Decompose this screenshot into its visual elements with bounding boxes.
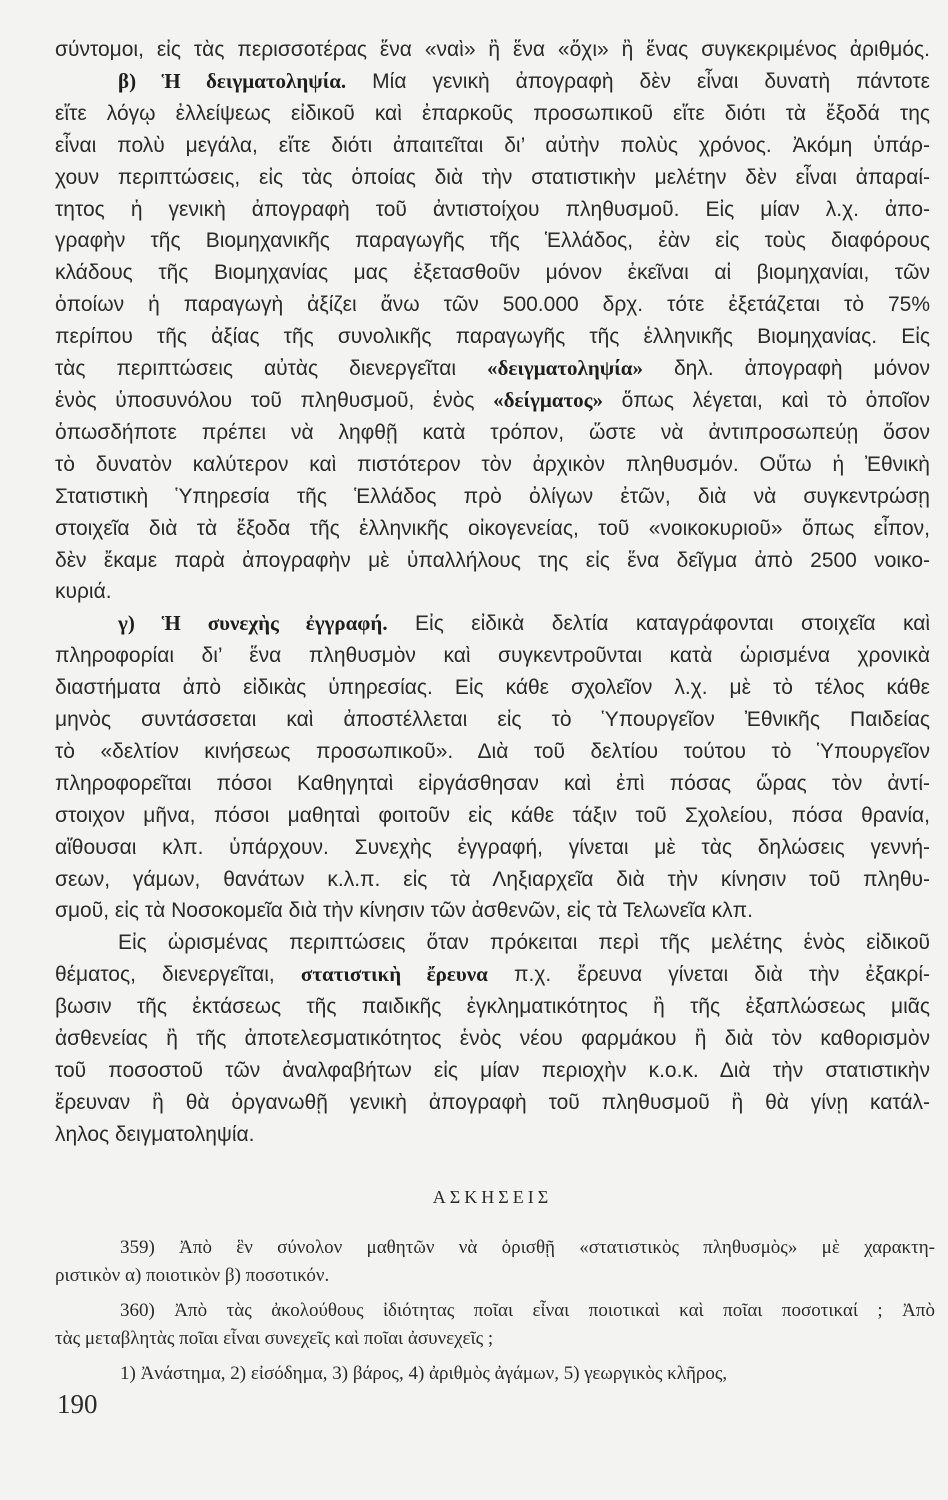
line-content bbox=[118, 70, 930, 93]
text-run: χουν περιπτώσεις, εἰς τὰς ὁποίας διὰ τὴν στατιστικὴν μελέτην δὲν εἶναι ἀπαραί- bbox=[55, 165, 930, 189]
text-line bbox=[55, 1234, 935, 1262]
text-line bbox=[55, 736, 930, 768]
text-run: τητος ἡ γενικὴ ἀπογραφὴ τοῦ ἀντιστοίχου πληθυσμοῦ. Εἰς μίαν λ.χ. ἀπο- bbox=[55, 197, 930, 221]
line-content bbox=[118, 612, 930, 635]
line-content bbox=[55, 134, 930, 157]
text-run: ριστικὸν α) ποιοτικὸν β) ποσοτικόν. bbox=[55, 1265, 330, 1286]
text-line bbox=[55, 1325, 935, 1353]
text-line bbox=[55, 289, 930, 321]
line-content bbox=[120, 1237, 935, 1258]
text-run: περίπου τῆς ἀξίας τῆς συνολικῆς παραγωγῆς τῆς ἑλληνικῆς Βιομηχανίας. Εἰς bbox=[55, 325, 930, 349]
line-content bbox=[55, 198, 930, 221]
line-content bbox=[55, 1027, 930, 1050]
text-line bbox=[55, 1262, 935, 1290]
text-line bbox=[55, 1023, 930, 1055]
text-line bbox=[55, 1360, 935, 1388]
paragraph bbox=[55, 608, 930, 927]
text-line bbox=[55, 927, 930, 959]
text-run: π.χ. ἔρευνα γίνεται διὰ τὴν ἐξακρί- bbox=[487, 963, 930, 987]
text-run: Μία γενικὴ ἀπογραφὴ δὲν εἶναι δυνατὴ πάντοτε bbox=[346, 69, 930, 93]
text-line bbox=[55, 704, 930, 736]
paragraph bbox=[55, 927, 930, 1150]
line-content bbox=[55, 261, 930, 284]
line-content bbox=[120, 1363, 727, 1384]
line-content bbox=[55, 963, 930, 986]
text-line bbox=[55, 385, 930, 417]
text-line bbox=[55, 895, 930, 927]
line-content bbox=[55, 772, 930, 795]
text-run: αἴθουσαι κλπ. ὑπάρχουν. Συνεχὴς ἐγγραφή, γίνεται μὲ τὰς δηλώσεις γεννή- bbox=[55, 835, 930, 859]
line-content bbox=[55, 293, 930, 316]
exercise-item bbox=[55, 1297, 935, 1353]
text-run: διαστήματα ἀπὸ εἰδικὰς ὑπηρεσίας. Εἰς κάθε σχολεῖον λ.χ. μὲ τὸ τέλος κάθε bbox=[55, 676, 930, 700]
text-run: σμοῦ, εἰς τὰ Νοσοκομεῖα διὰ τὴν κίνησιν τῶν ἀσθενῶν, εἰς τὰ Τελωνεῖα κλπ. bbox=[55, 899, 753, 923]
text-run: ὁπωσδήποτε πρέπει νὰ ληφθῇ κατὰ τρόπον, ὥστε νὰ ἀντιπροσωπεύῃ ὅσον bbox=[55, 420, 930, 444]
text-line bbox=[55, 1297, 935, 1325]
line-content bbox=[55, 580, 112, 603]
line-content bbox=[55, 1123, 255, 1146]
text-run: πληροφορίαι δι’ ἕνα πληθυσμὸν καὶ συγκεντροῦνται κατὰ ὡρισμένα χρονικὰ bbox=[55, 644, 930, 668]
page-number: 190 bbox=[57, 1389, 98, 1419]
text-run: εἶναι πολὺ μεγάλα, εἴτε διότι ἀπαιτεῖται δι’ αὐτὴν πολὺς χρόνος. Ἀκόμη ὑπάρ- bbox=[55, 133, 930, 157]
line-content bbox=[55, 1328, 493, 1349]
text-line bbox=[55, 608, 930, 640]
text-run: δὲν ἔκαμε παρὰ ἀπογραφὴν μὲ ὑπαλλήλους της εἰς ἕνα δεῖγμα ἀπὸ 2500 νοικο- bbox=[55, 548, 930, 572]
text-run: κλάδους τῆς Βιομηχανίας μας ἐξετασθοῦν μόνον ἐκεῖναι αἱ βιομηχανίαι, τῶν bbox=[55, 261, 930, 285]
text-run: πληροφορεῖται πόσοι Καθηγηταὶ εἰργάσθησαν καὶ ἐπὶ πόσας ὥρας τὸν ἀντί- bbox=[55, 771, 930, 795]
line-content bbox=[55, 517, 930, 540]
text-line bbox=[55, 162, 930, 194]
paragraph bbox=[55, 66, 930, 608]
text-run: γραφὴν τῆς Βιομηχανικῆς παραγωγῆς τῆς Ἑλλάδος, ἐὰν εἰς τοὺς διαφόρους bbox=[55, 229, 930, 253]
line-content bbox=[55, 644, 930, 667]
text-run: ἑνὸς ὑποσυνόλου τοῦ πληθυσμοῦ, ἑνὸς bbox=[55, 388, 494, 412]
text-line bbox=[55, 545, 930, 577]
bold-text-run: «δειγματοληψία» bbox=[487, 356, 643, 381]
text-line bbox=[55, 513, 930, 545]
text-run: στοιχον μῆνα, πόσοι μαθηταὶ φοιτοῦν εἰς κάθε τάξιν τοῦ Σχολείου, πόσα θρανία, bbox=[55, 803, 930, 827]
text-run: θέματος, διενεργεῖται, bbox=[55, 963, 301, 987]
text-line bbox=[55, 257, 930, 289]
text-run: τὸ δυνατὸν καλύτερον καὶ πιστότερον τὸν ἀρχικὸν πληθυσμόν. Οὕτω ἡ Ἐθνικὴ bbox=[55, 452, 930, 476]
text-run: ὁποίων ἡ παραγωγὴ ἀξίζει ἄνω τῶν 500.000 δρχ. τότε ἐξετάζεται τὸ 75% bbox=[55, 293, 930, 317]
line-content bbox=[55, 421, 930, 444]
text-run: Εἰς εἰδικὰ δελτία καταγράφονται στοιχεῖα καὶ bbox=[387, 612, 931, 636]
text-line bbox=[55, 34, 930, 66]
line-content bbox=[55, 549, 930, 572]
exercise-item bbox=[55, 1360, 935, 1388]
text-line bbox=[55, 832, 930, 864]
text-run: σύντομοι, εἰς τὰς περισσοτέρας ἕνα «ναὶ» ἢ ἕνα «ὄχι» ἢ ἕνας συγκεκριμένος ἀριθμός. bbox=[55, 38, 930, 61]
text-line bbox=[55, 800, 930, 832]
text-run: μηνὸς συντάσσεται καὶ ἀποστέλλεται εἰς τὸ Ὑπουργεῖον Ἐθνικῆς Παιδείας bbox=[55, 708, 930, 732]
line-content bbox=[55, 676, 930, 699]
text-line bbox=[55, 768, 930, 800]
text-line bbox=[55, 640, 930, 672]
line-content bbox=[55, 453, 930, 476]
text-run: ὅπως λέγεται, καὶ τὸ ὁποῖον bbox=[603, 388, 930, 412]
text-run: τὸ «δελτίον κινήσεως προσωπικοῦ». Διὰ τοῦ δελτίου τούτου τὸ Ὑπουργεῖον bbox=[55, 739, 930, 763]
line-content bbox=[55, 102, 930, 125]
text-line bbox=[55, 864, 930, 896]
text-line bbox=[55, 672, 930, 704]
text-line bbox=[55, 576, 930, 608]
line-content bbox=[55, 868, 930, 891]
text-line bbox=[55, 321, 930, 353]
bold-text-run: β) Ἡ δειγματοληψία. bbox=[118, 68, 347, 93]
text-line bbox=[55, 98, 930, 130]
exercise-item bbox=[55, 1234, 935, 1290]
text-run: ληλος δειγματοληψία. bbox=[55, 1122, 255, 1146]
text-run: κυριά. bbox=[55, 580, 112, 604]
line-content bbox=[55, 899, 753, 922]
text-run: τὰς μεταβλητὰς ποῖαι εἶναι συνεχεῖς καὶ ποῖαι ἀσυνεχεῖς ; bbox=[55, 1328, 494, 1349]
text-line bbox=[55, 194, 930, 226]
line-content bbox=[55, 1059, 930, 1082]
text-line bbox=[55, 66, 930, 98]
text-line bbox=[55, 1119, 930, 1151]
section-heading-exercises: ΑΣΚΗΣΕΙΣ bbox=[432, 1187, 553, 1207]
text-line bbox=[55, 481, 930, 513]
text-run: Στατιστικὴ Ὑπηρεσία τῆς Ἑλλάδος πρὸ ὀλίγων ἐτῶν, διὰ νὰ συγκεντρώσῃ bbox=[55, 484, 930, 508]
bold-text-run: στατιστικὴ ἔρευνα bbox=[300, 962, 488, 987]
line-content bbox=[55, 38, 930, 61]
line-content bbox=[55, 804, 930, 827]
line-content bbox=[55, 740, 930, 763]
text-run: τοῦ ποσοστοῦ τῶν ἀναλφαβήτων εἰς μίαν περιοχὴν κ.ο.κ. Διὰ τὴν στατιστικὴν bbox=[55, 1059, 930, 1082]
line-content bbox=[55, 1265, 329, 1286]
line-content bbox=[55, 229, 930, 252]
text-run: στοιχεῖα διὰ τὰ ἔξοδα τῆς ἑλληνικῆς οἰκογενείας, τοῦ «νοικοκυριοῦ» ὅπως εἶπον, bbox=[55, 516, 930, 540]
line-content bbox=[55, 708, 930, 731]
paragraph bbox=[55, 34, 930, 66]
text-line bbox=[55, 1055, 930, 1087]
text-line bbox=[55, 225, 930, 257]
text-run: τὰς περιπτώσεις αὐτὰς διενεργεῖται bbox=[55, 357, 488, 381]
text-run: 360) Ἀπὸ τὰς ἀκολούθους ἰδιότητας ποῖαι εἶναι ποιοτικαὶ καὶ ποῖαι ποσοτικαί ; Ἀπὸ bbox=[120, 1300, 935, 1321]
text-line bbox=[55, 959, 930, 991]
text-run: ἔρευναν ἢ θὰ ὀργανωθῇ γενικὴ ἀπογραφὴ τοῦ πληθυσμοῦ ἢ θὰ γίνῃ κατάλ- bbox=[55, 1090, 930, 1114]
line-content bbox=[55, 995, 930, 1018]
text-line bbox=[55, 130, 930, 162]
text-run: δηλ. ἀπογραφὴ μόνον bbox=[642, 357, 931, 381]
line-content bbox=[55, 1091, 930, 1114]
line-content bbox=[55, 485, 930, 508]
text-run: Εἰς ὡρισμένας περιπτώσεις ὅταν πρόκειται περὶ τῆς μελέτης ἑνὸς εἰδικοῦ bbox=[118, 931, 930, 955]
text-run: 1) Ἀνάστημα, 2) εἰσόδημα, 3) βάρος, 4) ἀριθμὸς ἀγάμων, 5) γεωργικὸς κλῆρος, bbox=[120, 1363, 728, 1384]
line-content bbox=[55, 166, 930, 189]
text-run: ἀσθενείας ἢ τῆς ἀποτελεσματικότητος ἑνὸς νέου φαρμάκου ἢ διὰ τὸν καθορισμὸν bbox=[55, 1027, 930, 1051]
body-text bbox=[55, 34, 930, 1151]
line-content bbox=[55, 325, 930, 348]
text-run: εἴτε λόγῳ ἐλλείψεως εἰδικοῦ καὶ ἐπαρκοῦς προσωπικοῦ εἴτε διότι τὰ ἔξοδά της bbox=[55, 101, 930, 125]
line-content bbox=[55, 389, 930, 412]
text-run: σεων, γάμων, θανάτων κ.λ.π. εἰς τὰ Ληξιαρχεῖα διὰ τὴν κίνησιν τοῦ πληθυ- bbox=[55, 867, 930, 891]
text-run: βωσιν τῆς ἐκτάσεως τῆς παιδικῆς ἐγκληματικότητος ἢ τῆς ἐξαπλώσεως μιᾶς bbox=[55, 995, 930, 1019]
text-line bbox=[55, 449, 930, 481]
text-line bbox=[55, 417, 930, 449]
bold-text-run: «δείγματος» bbox=[493, 387, 603, 412]
text-run: 359) Ἀπὸ ἓν σύνολον μαθητῶν νὰ ὁρισθῇ «στατιστικὸς πληθυσμὸς» μὲ χαρακτη- bbox=[120, 1237, 935, 1258]
text-line bbox=[55, 991, 930, 1023]
line-content bbox=[55, 357, 930, 380]
line-content bbox=[120, 1300, 935, 1321]
text-line bbox=[55, 1087, 930, 1119]
exercises-list bbox=[55, 1234, 935, 1388]
line-content bbox=[55, 836, 930, 859]
line-content bbox=[118, 931, 930, 954]
bold-text-run: γ) Ἡ συνεχὴς ἐγγραφή. bbox=[118, 611, 388, 636]
text-line bbox=[55, 353, 930, 385]
